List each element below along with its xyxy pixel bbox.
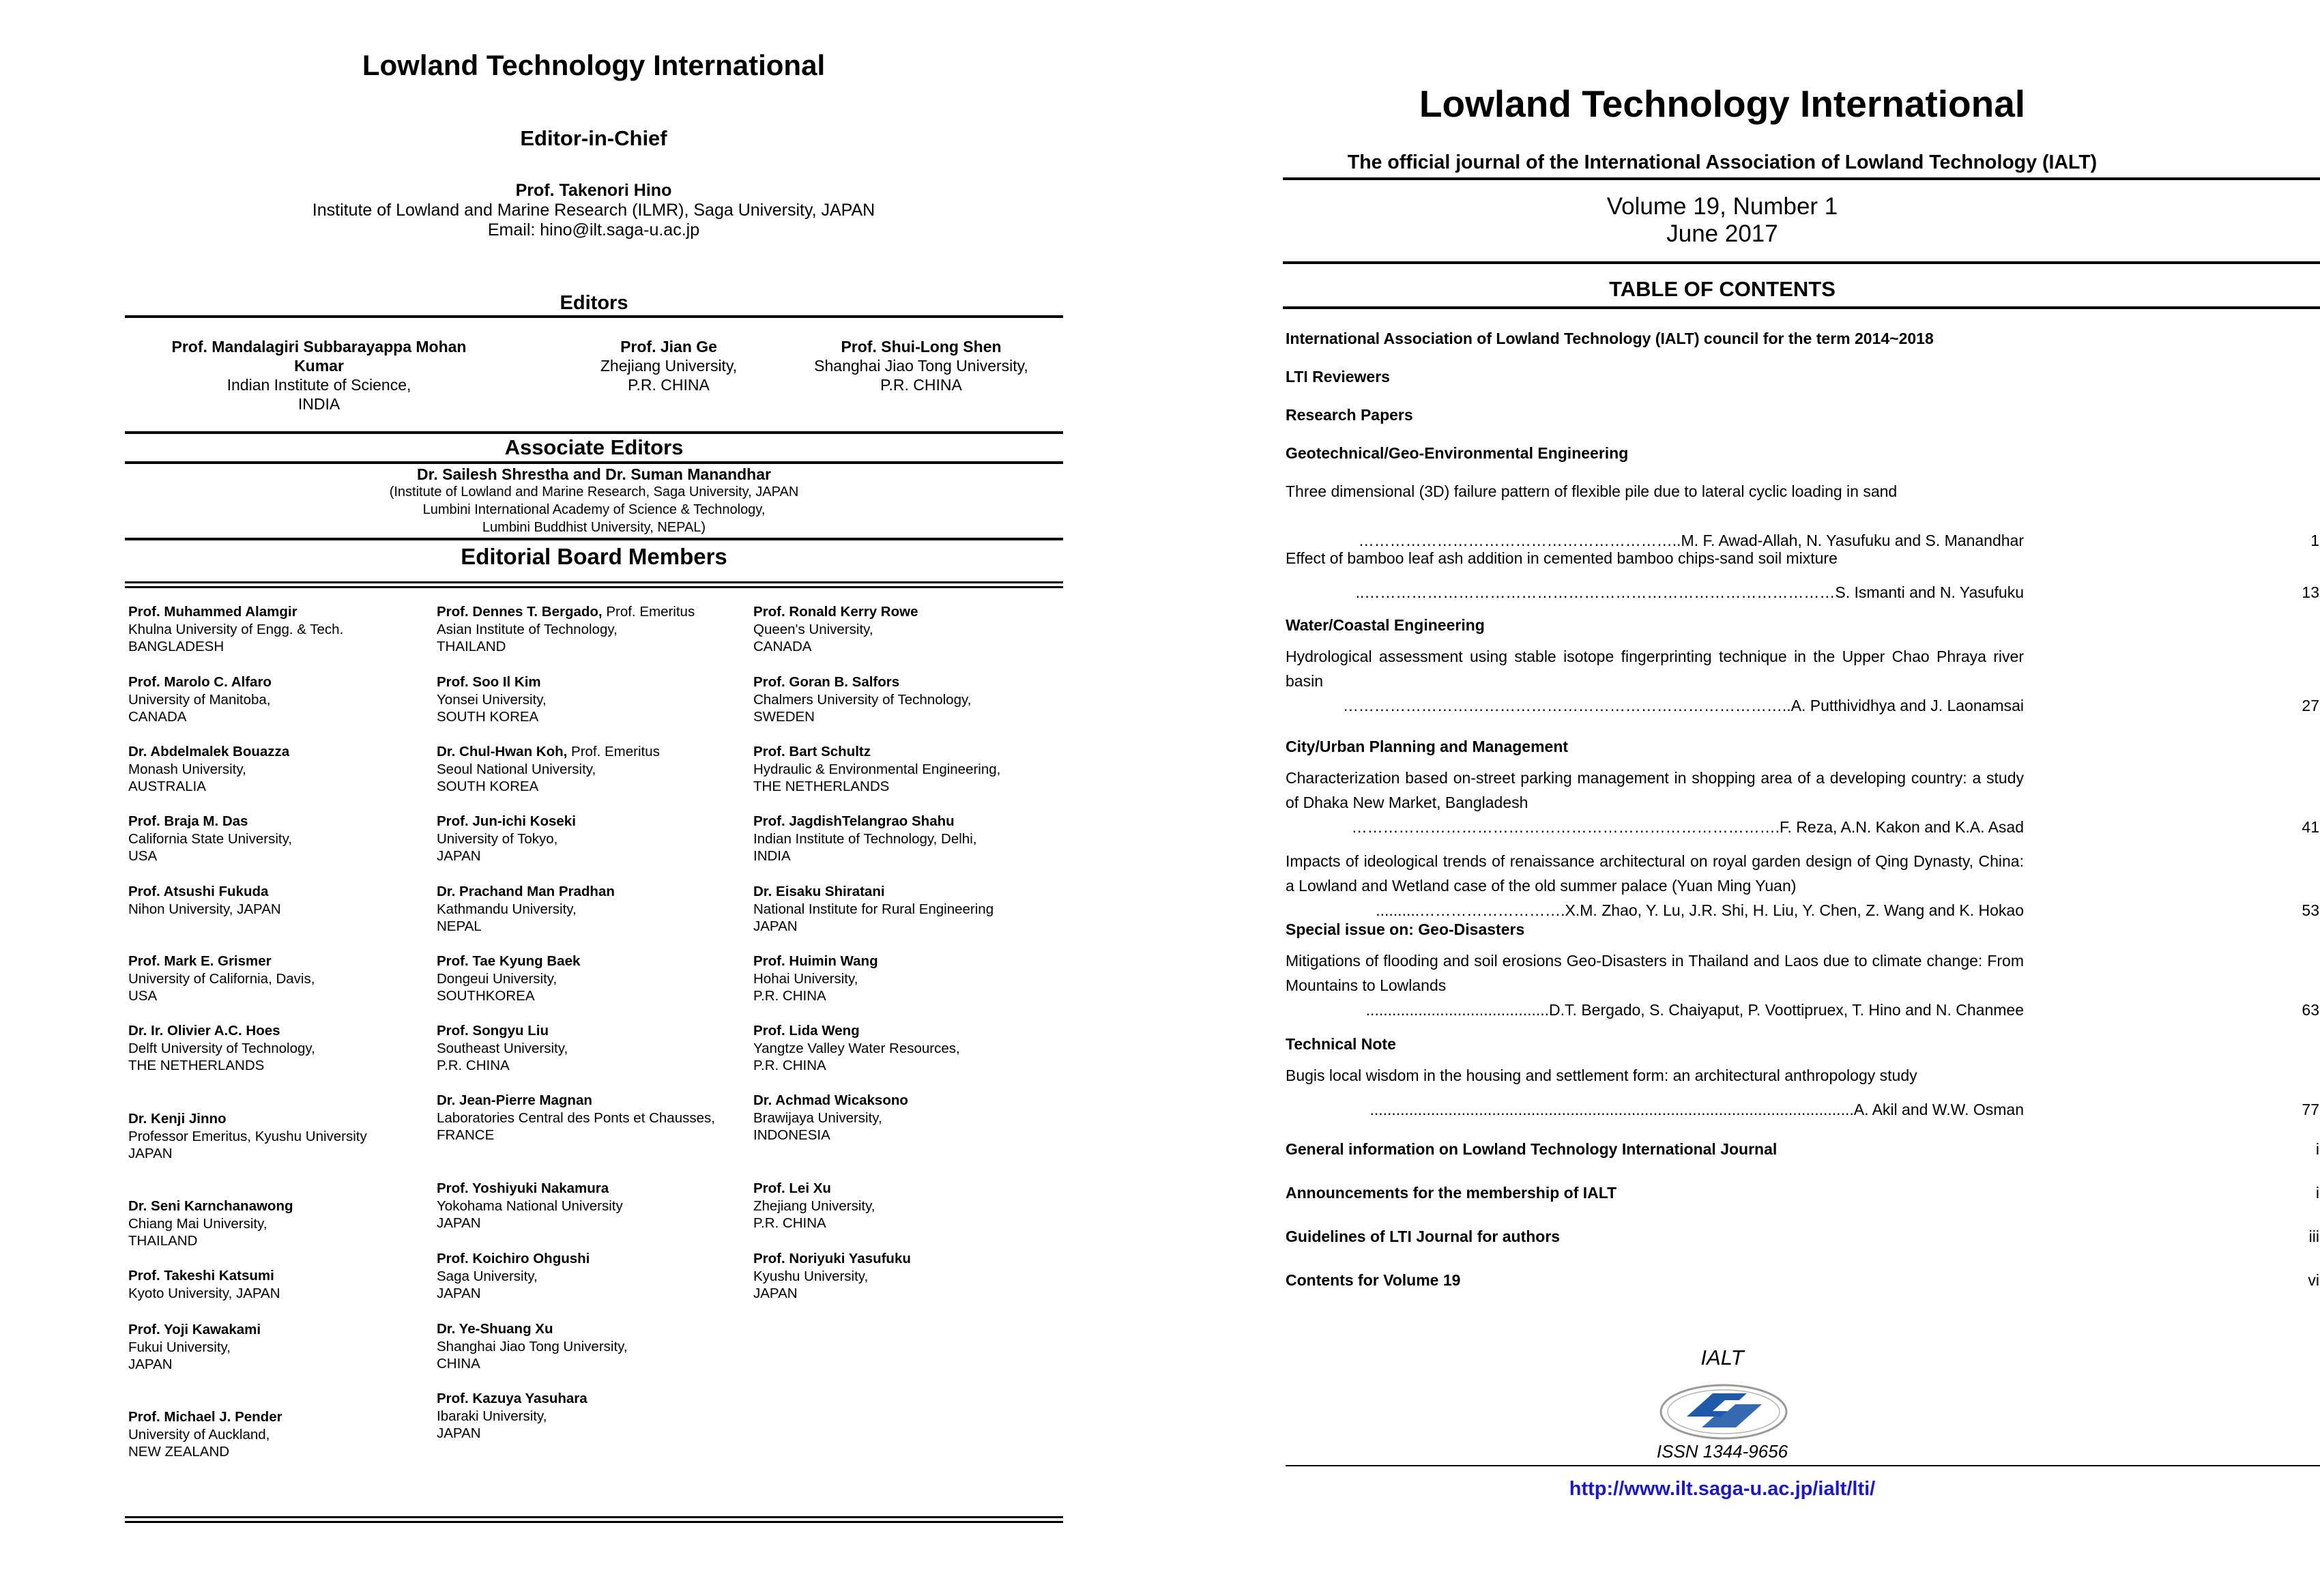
ialt-logo-icon [1659,1384,1788,1440]
toc-section [1286,1180,2319,1205]
board-member-affiliation: National Institute for Rural Engineering [753,901,994,917]
board-member-affiliation: Dongeui University, [437,970,557,987]
board-member [128,883,281,918]
contents-page [1129,0,2319,1596]
toc-section [1286,1268,2319,1292]
toc-section-title: Special issue on: Geo-Disasters [1286,920,1525,938]
board-member [437,813,576,865]
editor-country: INDIA [298,395,340,413]
toc-authors: ……………………………………………………………………….F. Reza, A.N. Kakon and K.A. Asad [1351,818,2024,836]
divider [125,1521,1063,1523]
toc-entry [1286,948,2319,1019]
board-member [437,1390,588,1442]
board-member-affiliation: Yangtze Valley Water Resources, [753,1040,960,1056]
editor-entry [785,337,1058,394]
associate-editors-block [125,465,1063,536]
volume-number: Volume 19, Number 1 [1606,193,1838,220]
divider [125,581,1063,583]
board-member [437,883,615,935]
associate-affiliation: Lumbini Buddhist University, NEPAL) [482,520,706,535]
board-member [128,673,272,726]
toc-section [1286,734,2319,759]
board-member-affiliation: INDONESIA [753,1127,830,1143]
board-member-affiliation: Indian Institute of Technology, Delhi, [753,830,977,847]
editor-entry [147,337,491,413]
board-member-affiliation: USA [128,848,158,864]
board-member [128,1022,315,1075]
board-member-affiliation: SOUTH KOREA [437,779,539,794]
divider [125,1516,1063,1518]
board-member-affiliation: Kathmandu University, [437,901,577,917]
journal-url-link[interactable]: http://www.ilt.saga-u.ac.jp/ialt/lti/ [1569,1478,1876,1500]
toc-section-title: General information on Lowland Technology International Journal [1286,1140,1778,1158]
board-member-name: Prof. Huimin Wang [753,953,878,969]
board-member-affiliation: California State University, [128,830,293,847]
divider [1283,306,2320,309]
board-member [753,883,994,935]
toc-section [1286,613,2319,637]
board-member-affiliation: THE NETHERLANDS [753,779,890,794]
divider [125,538,1063,540]
board-member [128,953,315,1005]
editor-affiliation: Indian Institute of Science, [227,376,411,394]
divider [125,586,1063,588]
board-member-affiliation: P.R. CHINA [753,1058,826,1073]
board-member [753,673,971,726]
editors-heading: Editors [560,292,628,314]
editor-name-cont: Kumar [294,357,344,375]
toc-page-number: i [2315,1184,2319,1202]
toc-section-title: International Association of Lowland Technology (IALT) council for the term 2014~2018 [1286,330,1934,347]
board-member-affiliation: JAPAN [437,1215,481,1231]
associate-editors-heading: Associate Editors [504,435,684,459]
board-member [128,1110,367,1163]
board-member-name: Prof. Yoshiyuki Nakamura [437,1180,609,1196]
divider [1283,261,2320,264]
board-member-affiliation: University of California, Davis, [128,970,315,987]
toc-authors: …………………………………………………………………………..A. Putthividhya and J. Laonamsai [1342,697,2024,714]
board-member [128,1267,280,1302]
board-member-name: Prof. Michael J. Pender [128,1409,282,1425]
board-member-name: Prof. Atsushi Fukuda [128,884,269,899]
toc-page-number: 1 [2310,532,2319,549]
toc-entry [1286,644,2319,714]
eic-name: Prof. Takenori Hino [515,181,672,200]
board-member-affiliation: AUSTRALIA [128,779,206,794]
board-member-name: Prof. Jun-ichi Koseki [437,813,576,829]
journal-subtitle: The official journal of the International Association of Lowland Technology (IALT) [1347,151,2098,173]
editor-name: Prof. Jian Ge [620,338,717,356]
board-member-affiliation: Professor Emeritus, Kyushu University [128,1128,367,1144]
board-member-name: Prof. Bart Schultz [753,744,871,759]
toc-heading: TABLE OF CONTENTS [1609,277,1836,301]
toc-authors: ..........................................D.T. Bergado, S. Chaiyaput, P. Voottipruex, T. Hino and N. Chanmee [1365,1001,2024,1019]
toc-authors: ..………………………………………………………………………………S. Ismanti and N. Yasufuku [1355,583,2024,601]
board-member-affiliation: P.R. CHINA [753,988,826,1004]
board-member-affiliation: Khulna University of Engg. & Tech. [128,621,344,637]
board-member-name: Prof. Mark E. Grismer [128,953,272,969]
board-member [128,743,289,796]
editor-name: Prof. Shui-Long Shen [841,338,1002,356]
board-member-affiliation: University of Auckland, [128,1426,270,1442]
board-member [437,603,695,656]
board-member-affiliation: Kyoto University, JAPAN [128,1285,280,1301]
board-member-affiliation: Fukui University, [128,1339,231,1355]
board-member-name: Dr. Ir. Olivier A.C. Hoes [128,1023,280,1039]
board-member-name: Prof. Ronald Kerry Rowe [753,604,918,620]
toc-paper-title: Mitigations of flooding and soil erosions Geo-Disasters in Thailand and Laos due to climate change: From Mountains to Lowlands [1286,952,2024,994]
board-member-name: Prof. Dennes T. Bergado, Prof. Emeritus [437,604,695,620]
toc-paper-title: Characterization based on-street parking management in shopping area of a developing country: a study of Dhaka New Market, Bangladesh [1286,769,2024,811]
board-member-affiliation: Queen's University, [753,621,873,637]
board-member-affiliation: JAPAN [128,1356,173,1372]
ialt-label: IALT [1700,1346,1744,1369]
board-member-affiliation: P.R. CHINA [753,1215,826,1231]
board-member-affiliation: THAILAND [437,639,506,654]
board-member [128,603,343,656]
board-member-affiliation: USA [128,988,158,1004]
toc-section-title: City/Urban Planning and Management [1286,738,1569,755]
toc-entry [1286,766,2319,836]
toc-section [1286,326,2319,351]
board-member-affiliation: CHINA [437,1356,480,1372]
editor-country: P.R. CHINA [628,376,710,394]
board-member-name: Dr. Eisaku Shiratani [753,884,885,899]
board-member-name: Dr. Achmad Wicaksono [753,1092,908,1108]
board-member [437,1092,715,1144]
toc-section [1286,1137,2319,1161]
toc-entry [1286,849,2319,919]
board-member-name: Prof. Songyu Liu [437,1023,549,1039]
eic-email: Email: hino@ilt.saga-u.ac.jp [487,220,700,240]
divider [125,431,1063,434]
journal-title-left: Lowland Technology International [362,49,826,81]
board-member [753,953,878,1005]
toc-paper-title: Hydrological assessment using stable isotope fingerprinting technique in the Upper Chao Phraya river basin [1286,648,2024,690]
board-member [437,1320,628,1373]
board-member-name: Dr. Ye-Shuang Xu [437,1321,553,1337]
board-member-affiliation: CANADA [128,709,187,725]
board-member-affiliation: Shanghai Jiao Tong University, [437,1338,628,1354]
editor-in-chief-block [0,181,1187,240]
toc-authors: ..........……………………….X.M. Zhao, Y. Lu, J.R. Shi, H. Liu, Y. Chen, Z. Wang and K. Hokao [1376,901,2024,919]
toc-section-title: Geotechnical/Geo-Environmental Engineering [1286,444,1629,462]
toc-section [1286,364,2319,389]
board-member-affiliation: INDIA [753,848,791,864]
issn: ISSN 1344-9656 [1656,1441,1788,1462]
board-member-name: Dr. Kenji Jinno [128,1111,227,1127]
board-member-affiliation: Chiang Mai University, [128,1215,267,1232]
board-member-name: Prof. Takeshi Katsumi [128,1268,274,1283]
board-member-affiliation: Yonsei University, [437,691,547,708]
board-member-affiliation: Seoul National University, [437,761,596,777]
board-member-affiliation: SOUTH KOREA [437,709,539,725]
toc-page-number: 27 [2302,697,2319,714]
board-member-name: Prof. Muhammed Alamgir [128,604,298,620]
toc-page-number: iii [2308,1228,2319,1245]
board-member-name: Prof. Yoji Kawakami [128,1322,261,1337]
board-member-affiliation: Zhejiang University, [753,1198,875,1214]
toc-paper-title: Effect of bamboo leaf ash addition in cemented bamboo chips-sand soil mixture [1286,549,1838,567]
board-member-affiliation: Delft University of Technology, [128,1040,315,1056]
board-member [753,1180,875,1232]
board-member-affiliation: Saga University, [437,1268,538,1284]
eic-affiliation: Institute of Lowland and Marine Research (ILMR), Saga University, JAPAN [312,201,875,220]
board-member-affiliation: Kyushu University, [753,1268,869,1284]
board-member-affiliation: JAPAN [437,1286,481,1301]
toc-section [1286,1032,2319,1056]
board-member [753,1250,911,1303]
associate-editor-names: Dr. Sailesh Shrestha and Dr. Suman Manandhar [417,465,771,483]
board-member [753,1092,908,1144]
board-member-name: Prof. Lida Weng [753,1023,860,1039]
board-member-affiliation: Asian Institute of Technology, [437,621,618,637]
divider [125,461,1063,464]
board-member [437,953,580,1005]
board-member-affiliation: JAPAN [437,848,481,864]
toc-page-number: 13 [2302,583,2319,601]
board-member-affiliation: FRANCE [437,1127,495,1143]
board-member-affiliation: JAPAN [753,918,798,934]
board-member [437,743,660,796]
associate-affiliation: (Institute of Lowland and Marine Research, Saga University, JAPAN [389,484,799,499]
issue-date: June 2017 [1666,220,1778,247]
volume-info [1129,193,2316,248]
board-member-affiliation: Yokohama National University [437,1198,623,1214]
editor-name: Prof. Mandalagiri Subbarayappa Mohan [171,338,467,356]
board-member-name: Prof. Goran B. Salfors [753,674,900,690]
toc-section [1286,441,2319,465]
board-member-affiliation: SOUTHKOREA [437,988,535,1004]
board-member-name: Dr. Prachand Man Pradhan [437,884,615,899]
journal-title: Lowland Technology International [1419,83,2026,125]
toc-section-title: Research Papers [1286,406,1413,424]
board-member [128,1321,261,1374]
toc-authors: ……………………………………………………..M. F. Awad-Allah, N. Yasufuku and S. Manandhar [1358,532,2024,549]
board-member-name: Prof. Noriyuki Yasufuku [753,1251,911,1266]
board-member [128,1198,293,1250]
editor-affiliation: Zhejiang University, [600,357,738,375]
board-member-affiliation: P.R. CHINA [437,1058,510,1073]
board-member [128,813,292,865]
editor-country: P.R. CHINA [880,376,962,394]
toc-section [1286,403,2319,427]
board-member [753,813,976,865]
toc-page-number: 63 [2302,1001,2319,1019]
toc-section-title: Water/Coastal Engineering [1286,616,1485,634]
board-member-affiliation: THAILAND [128,1233,198,1249]
toc-paper-title: Bugis local wisdom in the housing and settlement form: an architectural anthropology study [1286,1067,1917,1084]
board-member-name: Dr. Jean-Pierre Magnan [437,1092,592,1108]
associate-affiliation: Lumbini International Academy of Science & Technology, [422,502,766,517]
board-member [753,743,1000,796]
board-member [753,1022,960,1075]
divider [1283,177,2320,180]
board-member [437,1022,568,1075]
toc-entry [1286,479,2319,549]
toc-page-number: 77 [2302,1101,2319,1118]
board-member [437,673,547,726]
board-heading: Editorial Board Members [461,544,727,569]
board-member [437,1250,590,1303]
board-member-affiliation: Ibaraki University, [437,1408,547,1424]
board-member-name: Prof. Koichiro Ohgushi [437,1251,590,1266]
divider [125,315,1063,318]
board-member-name: Dr. Chul-Hwan Koh, Prof. Emeritus [437,744,660,759]
board-member-affiliation: JAPAN [128,1146,173,1161]
toc-section-title: Guidelines of LTI Journal for authors [1286,1228,1561,1245]
toc-paper-title: Impacts of ideological trends of renaissance architectural on royal garden design of Qing Dynasty, China: a Lowland and Wetland case of the old summer palace (Yuan Ming Yuan) [1286,852,2024,895]
board-member-affiliation: THE NETHERLANDS [128,1058,265,1073]
board-member-affiliation: Hydraulic & Environmental Engineering, [753,761,1001,777]
toc-section [1286,1224,2319,1249]
board-member-affiliation: University of Manitoba, [128,691,271,708]
board-member-affiliation: Laboratories Central des Ponts et Chausses, [437,1109,715,1126]
divider [1286,1465,2320,1466]
board-member-name: Dr. Abdelmalek Bouazza [128,744,290,759]
board-member-affiliation: NEW ZEALAND [128,1444,230,1460]
board-member-name: Prof. Marolo C. Alfaro [128,674,272,690]
board-member-affiliation: JAPAN [753,1286,798,1301]
board-member-name: Prof. JagdishTelangrao Shahu [753,813,955,829]
toc-paper-title: Three dimensional (3D) failure pattern of flexible pile due to lateral cyclic loading in sand [1286,482,1898,500]
editorial-board [128,603,1070,1483]
editor-affiliation: Shanghai Jiao Tong University, [814,357,1028,375]
board-member-affiliation: University of Tokyo, [437,830,558,847]
board-member-affiliation: NEPAL [437,918,482,934]
board-member-name: Prof. Braja M. Das [128,813,248,829]
board-member-affiliation: SWEDEN [753,709,815,725]
board-member-name: Prof. Lei Xu [753,1180,831,1196]
toc-section-title: Contents for Volume 19 [1286,1271,1461,1289]
toc-page-number: i [2315,1140,2319,1158]
board-member-affiliation: Chalmers University of Technology, [753,691,972,708]
board-member-name: Prof. Soo Il Kim [437,674,541,690]
toc-section-title: LTI Reviewers [1286,368,1390,386]
board-member-name: Dr. Seni Karnchanawong [128,1198,293,1214]
toc-section [1286,917,2319,942]
board-member-name: Prof. Tae Kyung Baek [437,953,581,969]
toc-section-title: Technical Note [1286,1035,1396,1053]
board-member [437,1180,623,1232]
toc-page-number: 53 [2302,901,2319,919]
toc-entry [1286,546,2319,601]
board-member-affiliation: Brawijaya University, [753,1109,882,1126]
board-member-name: Prof. Kazuya Yasuhara [437,1391,588,1406]
board-member-affiliation: JAPAN [437,1425,481,1441]
editor-in-chief-heading: Editor-in-Chief [520,126,667,150]
toc-section-title: Announcements for the membership of IALT [1286,1184,1617,1202]
toc-page-number: 41 [2302,818,2319,836]
toc-entry [1286,1063,2319,1118]
board-member-affiliation: BANGLADESH [128,639,224,654]
board-member-affiliation: Monash University, [128,761,246,777]
board-member-affiliation: CANADA [753,639,812,654]
board-member-affiliation: Southeast University, [437,1040,568,1056]
editorial-page [0,0,1129,1596]
board-member-affiliation: Hohai University, [753,970,858,987]
toc-page-number: vi [2308,1271,2319,1289]
board-member [128,1408,282,1461]
board-member [753,603,918,656]
board-member-affiliation: Nihon University, JAPAN [128,901,281,917]
editor-entry [532,337,805,394]
toc-authors: ...............................................................................................................A. Akil and W.W. Osman [1369,1101,2024,1118]
